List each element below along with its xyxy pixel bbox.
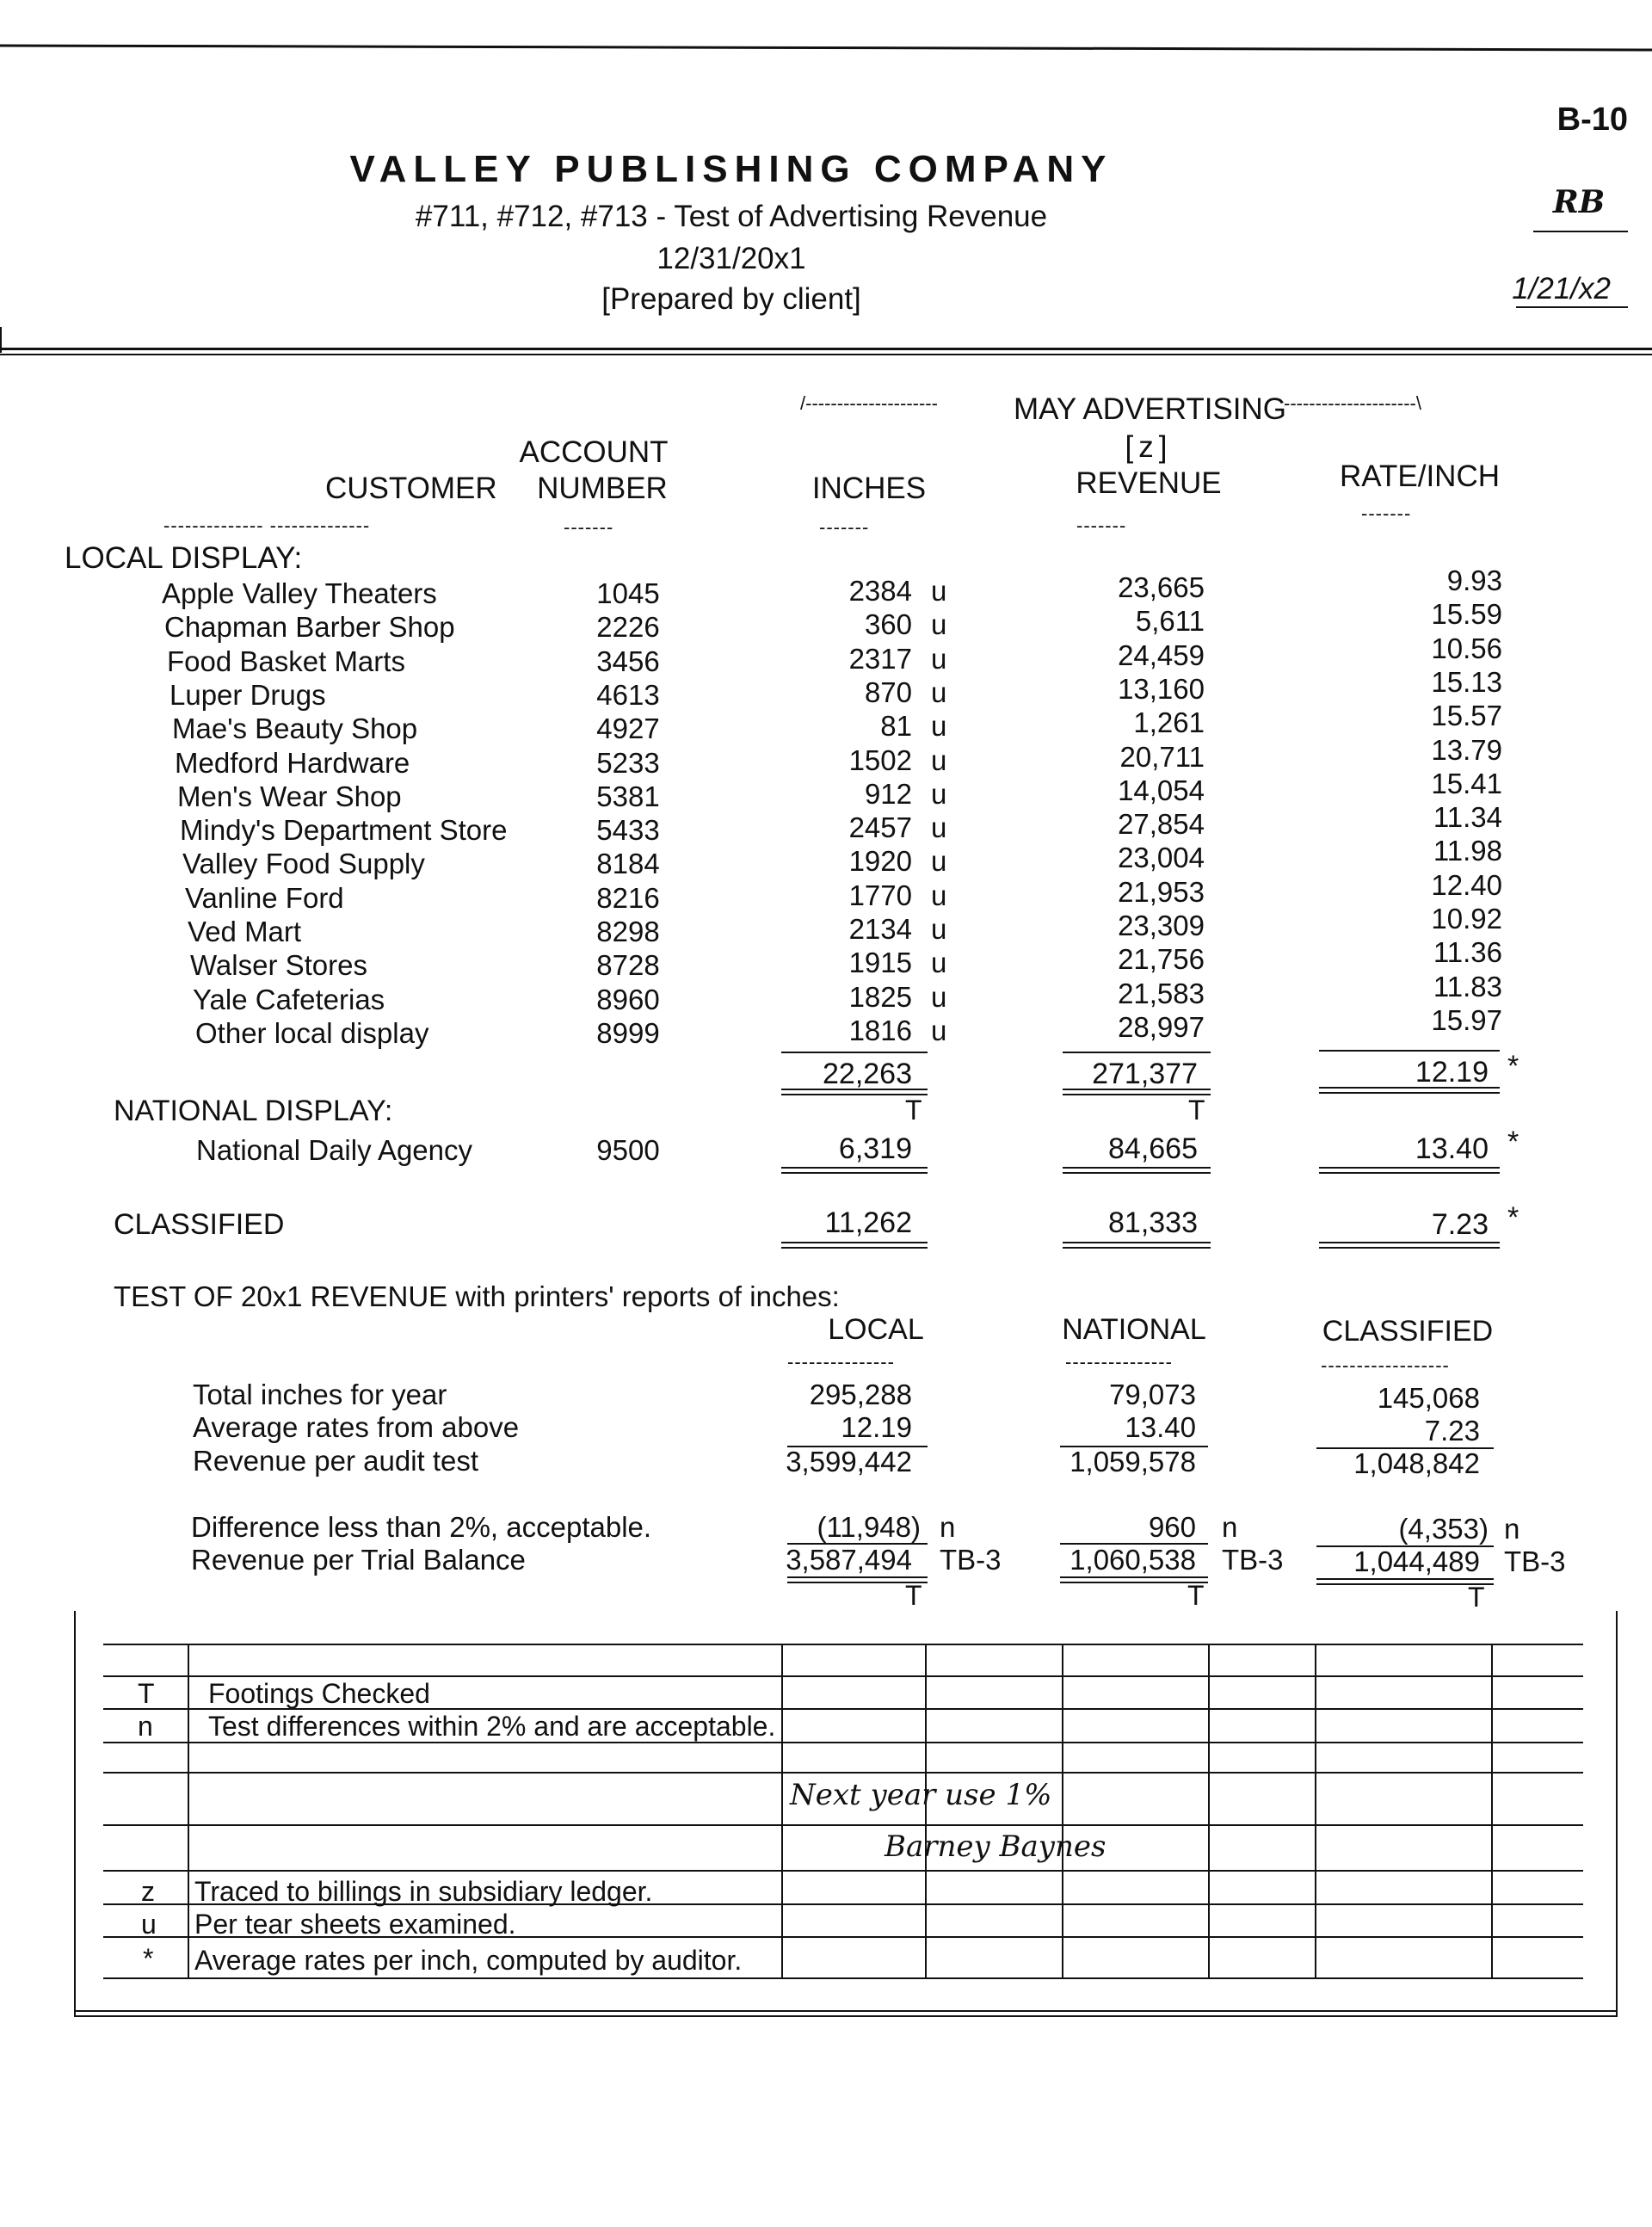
test-classified-trial-balance: 1,044,489 bbox=[1353, 1545, 1480, 1577]
inches-tick-mark: u bbox=[931, 778, 947, 810]
revenue-header: REVENUE bbox=[1076, 466, 1222, 500]
test-revenue-label: Revenue per audit test bbox=[193, 1445, 479, 1477]
customer-name: Yale Cafeterias bbox=[193, 984, 385, 1015]
test-local-dashes: --------------- bbox=[787, 1351, 895, 1373]
classified-inches: 11,262 bbox=[824, 1206, 912, 1239]
inches-tick-mark: u bbox=[931, 913, 947, 945]
national-account: 9500 bbox=[596, 1134, 660, 1166]
local-revenue-rule bbox=[1063, 1052, 1211, 1053]
account-number: 8728 bbox=[596, 949, 660, 981]
test-local-rate: 12.19 bbox=[841, 1411, 912, 1443]
test-trial-balance-label: Revenue per Trial Balance bbox=[191, 1544, 526, 1576]
legend-grid-column-line bbox=[781, 1644, 783, 1979]
initials: RB bbox=[1552, 184, 1606, 220]
revenue-value: 14,054 bbox=[1118, 774, 1205, 806]
test-classified-diff-mark: n bbox=[1504, 1513, 1520, 1545]
revenue-value: 28,997 bbox=[1118, 1011, 1205, 1043]
rate-value: 10.92 bbox=[1431, 903, 1502, 935]
legend-grid-row-line bbox=[103, 1977, 1583, 1979]
revenue-value: 5,611 bbox=[1135, 605, 1205, 637]
customer-name: Valley Food Supply bbox=[182, 848, 425, 879]
legend-symbol-t: T bbox=[138, 1678, 155, 1709]
local-rate-star: * bbox=[1507, 1050, 1519, 1083]
test-national-diff-mark: n bbox=[1222, 1511, 1238, 1543]
customer-name: Ved Mart bbox=[188, 916, 302, 947]
customer-name: Walser Stores bbox=[190, 949, 367, 981]
test-total-inches-label: Total inches for year bbox=[193, 1379, 447, 1410]
legend-text-u: Per tear sheets examined. bbox=[194, 1909, 516, 1940]
revenue-value: 23,665 bbox=[1118, 571, 1205, 603]
inches-header: INCHES bbox=[811, 472, 927, 505]
revenue-value: 23,004 bbox=[1118, 842, 1205, 873]
legend-grid-column-line bbox=[1062, 1644, 1063, 1979]
header-bottom-rule-2 bbox=[0, 354, 1652, 355]
review-date: 1/21/x2 bbox=[1512, 272, 1611, 305]
revenue-value: 27,854 bbox=[1118, 808, 1205, 840]
legend-grid-row-line bbox=[103, 1644, 1583, 1645]
rate-value: 15.41 bbox=[1431, 768, 1502, 799]
local-total-inches: 22,263 bbox=[823, 1058, 912, 1090]
header-left-edge bbox=[0, 327, 2, 353]
national-rate-star: * bbox=[1507, 1126, 1519, 1158]
classified-rate-double-rule bbox=[1319, 1242, 1500, 1249]
rate-value: 11.83 bbox=[1433, 971, 1502, 1002]
account-number: 8216 bbox=[596, 882, 660, 914]
legend-text-star: Average rates per inch, computed by auditor. bbox=[194, 1945, 743, 1976]
legend-grid-row-line bbox=[103, 1675, 1583, 1677]
test-classified-revenue: 1,048,842 bbox=[1353, 1447, 1480, 1479]
revenue-value: 21,756 bbox=[1118, 943, 1205, 975]
inches-value: 2134 bbox=[848, 913, 912, 945]
account-number: 8184 bbox=[596, 848, 660, 879]
initials-line bbox=[1533, 231, 1628, 232]
account-number: 4613 bbox=[596, 679, 660, 711]
legend-box-right bbox=[1616, 1611, 1618, 2015]
customer-name: Men's Wear Shop bbox=[177, 780, 402, 812]
top-rule bbox=[0, 44, 1652, 51]
inches-value: 2384 bbox=[848, 575, 912, 607]
account-number: 8960 bbox=[596, 984, 660, 1015]
report-subtitle: #711, #712, #713 - Test of Advertising Revenue bbox=[415, 200, 1048, 233]
customer-name: Luper Drugs bbox=[170, 679, 326, 711]
prepared-by: [Prepared by client] bbox=[601, 282, 861, 316]
legend-text-t: Footings Checked bbox=[208, 1678, 430, 1709]
test-local-difference: (11,948) bbox=[817, 1511, 921, 1543]
workpaper-ref: B-10 bbox=[1556, 102, 1628, 138]
national-revenue-double-rule bbox=[1063, 1167, 1211, 1174]
inches-value: 81 bbox=[880, 710, 912, 742]
account-dashes: ------- bbox=[564, 516, 614, 538]
local-total-rate: 12.19 bbox=[1415, 1056, 1489, 1089]
classified-revenue-double-rule bbox=[1063, 1242, 1211, 1249]
revenue-value: 1,261 bbox=[1133, 706, 1205, 738]
report-date: 12/31/20x1 bbox=[656, 242, 806, 275]
test-local-tb-ref: TB-3 bbox=[940, 1544, 1002, 1576]
test-local-diff-mark: n bbox=[940, 1511, 956, 1543]
inches-value: 2457 bbox=[848, 811, 912, 843]
legend-symbol-n: n bbox=[138, 1711, 153, 1742]
revenue-value: 24,459 bbox=[1118, 639, 1205, 671]
group-left-bracket: /--------------------- bbox=[800, 392, 938, 414]
inches-tick-mark: u bbox=[931, 981, 947, 1013]
test-local-total: 295,288 bbox=[809, 1379, 912, 1410]
revenue-mark: [z] bbox=[1125, 430, 1173, 464]
inches-value: 912 bbox=[864, 778, 912, 810]
test-local-footed: T bbox=[905, 1580, 922, 1611]
account-number: 8999 bbox=[596, 1017, 660, 1049]
customer-name: Food Basket Marts bbox=[167, 645, 405, 677]
local-revenue-footed: T bbox=[1188, 1095, 1205, 1126]
company-title: VALLEY PUBLISHING COMPANY bbox=[349, 148, 1113, 190]
customer-header: CUSTOMER bbox=[325, 472, 497, 505]
local-rate-double-rule bbox=[1319, 1087, 1500, 1094]
rate-value: 15.97 bbox=[1431, 1004, 1502, 1036]
legend-box-left bbox=[74, 1611, 76, 2015]
account-number: 5433 bbox=[596, 814, 660, 846]
legend-text-z: Traced to billings in subsidiary ledger. bbox=[194, 1876, 653, 1907]
customer-name: Medford Hardware bbox=[175, 747, 410, 779]
rate-value: 10.56 bbox=[1431, 632, 1502, 664]
legend-text-n: Test differences within 2% and are acceptable. bbox=[208, 1711, 776, 1742]
rate-value: 11.36 bbox=[1433, 936, 1502, 968]
legend-grid-column-line bbox=[1315, 1644, 1316, 1979]
inches-tick-mark: u bbox=[931, 676, 947, 708]
classified-revenue: 81,333 bbox=[1108, 1206, 1198, 1239]
inches-tick-mark: u bbox=[931, 1015, 947, 1046]
inches-value: 870 bbox=[864, 676, 912, 708]
customer-name: Other local display bbox=[195, 1017, 429, 1049]
rate-value: 11.34 bbox=[1433, 801, 1502, 833]
legend-symbol-u: u bbox=[141, 1909, 157, 1940]
customer-name: Chapman Barber Shop bbox=[164, 611, 455, 643]
test-national-dashes: --------------- bbox=[1065, 1351, 1173, 1373]
legend-grid-row-line bbox=[103, 1824, 1583, 1826]
national-display-heading: NATIONAL DISPLAY: bbox=[114, 1095, 393, 1127]
rate-value: 13.79 bbox=[1431, 734, 1502, 766]
reviewer-signature: Barney Baynes bbox=[885, 1829, 1106, 1864]
classified-heading: CLASSIFIED bbox=[114, 1208, 285, 1241]
test-classified-footed: T bbox=[1468, 1582, 1485, 1613]
inches-tick-mark: u bbox=[931, 710, 947, 742]
customer-name: Vanline Ford bbox=[185, 882, 344, 914]
revenue-dashes: ------- bbox=[1076, 515, 1127, 536]
local-rate-rule bbox=[1319, 1050, 1500, 1052]
group-title: MAY ADVERTISING bbox=[1014, 392, 1287, 426]
legend-grid-column-line bbox=[1208, 1644, 1210, 1979]
account-number: 5381 bbox=[596, 780, 660, 812]
revenue-value: 20,711 bbox=[1119, 741, 1205, 773]
legend-grid-row-line bbox=[103, 1870, 1583, 1872]
national-revenue: 84,665 bbox=[1108, 1132, 1198, 1165]
rate-value: 11.98 bbox=[1433, 835, 1502, 867]
local-display-heading: LOCAL DISPLAY: bbox=[65, 541, 303, 575]
inches-tick-mark: u bbox=[931, 879, 947, 911]
account-number: 5233 bbox=[596, 747, 660, 779]
legend-symbol-star: * bbox=[143, 1943, 154, 1974]
inches-value: 1920 bbox=[848, 845, 912, 877]
test-national-revenue: 1,059,578 bbox=[1069, 1446, 1196, 1477]
inches-tick-mark: u bbox=[931, 643, 947, 675]
test-local-trial-balance: 3,587,494 bbox=[786, 1544, 912, 1576]
legend-box-bottom-2 bbox=[74, 2015, 1618, 2017]
rate-dashes: ------- bbox=[1361, 503, 1412, 524]
account-header-2: NUMBER bbox=[537, 472, 668, 505]
rate-value: 15.59 bbox=[1431, 598, 1502, 630]
test-national-header: NATIONAL bbox=[1062, 1313, 1206, 1346]
national-customer: National Daily Agency bbox=[196, 1134, 473, 1166]
rate-value: 15.57 bbox=[1431, 700, 1502, 731]
test-national-trial-balance: 1,060,538 bbox=[1069, 1544, 1196, 1576]
group-right-bracket: ---------------------\ bbox=[1284, 392, 1421, 414]
test-classified-rate: 7.23 bbox=[1424, 1415, 1480, 1447]
test-classified-difference: (4,353) bbox=[1398, 1513, 1489, 1545]
test-national-footed: T bbox=[1187, 1580, 1205, 1611]
classified-rate-star: * bbox=[1507, 1201, 1519, 1234]
account-number: 8298 bbox=[596, 916, 660, 947]
customer-name: Apple Valley Theaters bbox=[162, 577, 437, 609]
test-difference-label: Difference less than 2%, acceptable. bbox=[191, 1511, 652, 1543]
revenue-value: 13,160 bbox=[1118, 673, 1205, 705]
account-header-1: ACCOUNT bbox=[519, 435, 669, 469]
legend-grid-column-line bbox=[1491, 1644, 1493, 1979]
rate-header: RATE/INCH bbox=[1339, 460, 1501, 493]
header-bottom-rule bbox=[0, 348, 1652, 350]
inches-value: 1825 bbox=[848, 981, 912, 1013]
inches-tick-mark: u bbox=[931, 845, 947, 877]
handwritten-note: Next year use 1% bbox=[790, 1778, 1052, 1812]
test-local-revenue: 3,599,442 bbox=[786, 1446, 912, 1477]
inches-tick-mark: u bbox=[931, 947, 947, 978]
account-number: 1045 bbox=[596, 577, 660, 609]
test-national-double-rule bbox=[1060, 1576, 1208, 1583]
national-rate-double-rule bbox=[1319, 1167, 1500, 1174]
inches-value: 360 bbox=[864, 608, 912, 640]
local-inches-footed: T bbox=[905, 1095, 922, 1126]
national-inches: 6,319 bbox=[838, 1132, 912, 1165]
revenue-value: 21,953 bbox=[1118, 876, 1205, 908]
test-classified-total: 145,068 bbox=[1377, 1382, 1480, 1414]
legend-grid-column-line bbox=[188, 1644, 189, 1979]
rate-value: 9.93 bbox=[1446, 564, 1502, 596]
test-national-total: 79,073 bbox=[1109, 1379, 1196, 1410]
test-local-header: LOCAL bbox=[828, 1313, 924, 1346]
account-number: 4927 bbox=[596, 713, 660, 744]
classified-inches-double-rule bbox=[781, 1242, 928, 1249]
revenue-value: 21,583 bbox=[1118, 978, 1205, 1009]
inches-value: 1915 bbox=[848, 947, 912, 978]
local-total-revenue: 271,377 bbox=[1092, 1058, 1198, 1090]
inches-tick-mark: u bbox=[931, 575, 947, 607]
local-inches-rule bbox=[781, 1052, 928, 1053]
national-rate: 13.40 bbox=[1415, 1132, 1489, 1165]
customer-dashes: -------------- -------------- bbox=[163, 515, 371, 536]
inches-value: 1770 bbox=[848, 879, 912, 911]
inches-dashes: ------- bbox=[819, 516, 870, 538]
test-classified-tb-ref: TB-3 bbox=[1504, 1545, 1566, 1577]
rate-value: 12.40 bbox=[1431, 869, 1502, 901]
customer-name: Mae's Beauty Shop bbox=[172, 713, 418, 744]
legend-symbol-z: z bbox=[141, 1876, 155, 1907]
review-date-line bbox=[1516, 306, 1628, 308]
legend-grid-row-line bbox=[103, 1772, 1583, 1774]
account-number: 3456 bbox=[596, 645, 660, 677]
account-number: 2226 bbox=[596, 611, 660, 643]
inches-value: 2317 bbox=[848, 643, 912, 675]
inches-value: 1502 bbox=[848, 744, 912, 776]
legend-box-bottom bbox=[74, 2010, 1618, 2012]
national-inches-double-rule bbox=[781, 1167, 928, 1174]
revenue-value: 23,309 bbox=[1118, 910, 1205, 941]
test-national-rate: 13.40 bbox=[1125, 1411, 1196, 1443]
test-average-rate-label: Average rates from above bbox=[193, 1411, 520, 1443]
inches-value: 1816 bbox=[848, 1015, 912, 1046]
test-heading: TEST OF 20x1 REVENUE with printers' reports of inches: bbox=[114, 1280, 840, 1312]
rate-value: 15.13 bbox=[1431, 666, 1502, 698]
inches-tick-mark: u bbox=[931, 608, 947, 640]
test-national-difference: 960 bbox=[1148, 1511, 1196, 1543]
inches-tick-mark: u bbox=[931, 811, 947, 843]
inches-tick-mark: u bbox=[931, 744, 947, 776]
test-national-tb-ref: TB-3 bbox=[1222, 1544, 1284, 1576]
test-classified-header: CLASSIFIED bbox=[1322, 1315, 1494, 1348]
test-classified-dashes: ------------------ bbox=[1321, 1354, 1450, 1376]
classified-rate: 7.23 bbox=[1431, 1208, 1489, 1241]
customer-name: Mindy's Department Store bbox=[180, 814, 508, 846]
